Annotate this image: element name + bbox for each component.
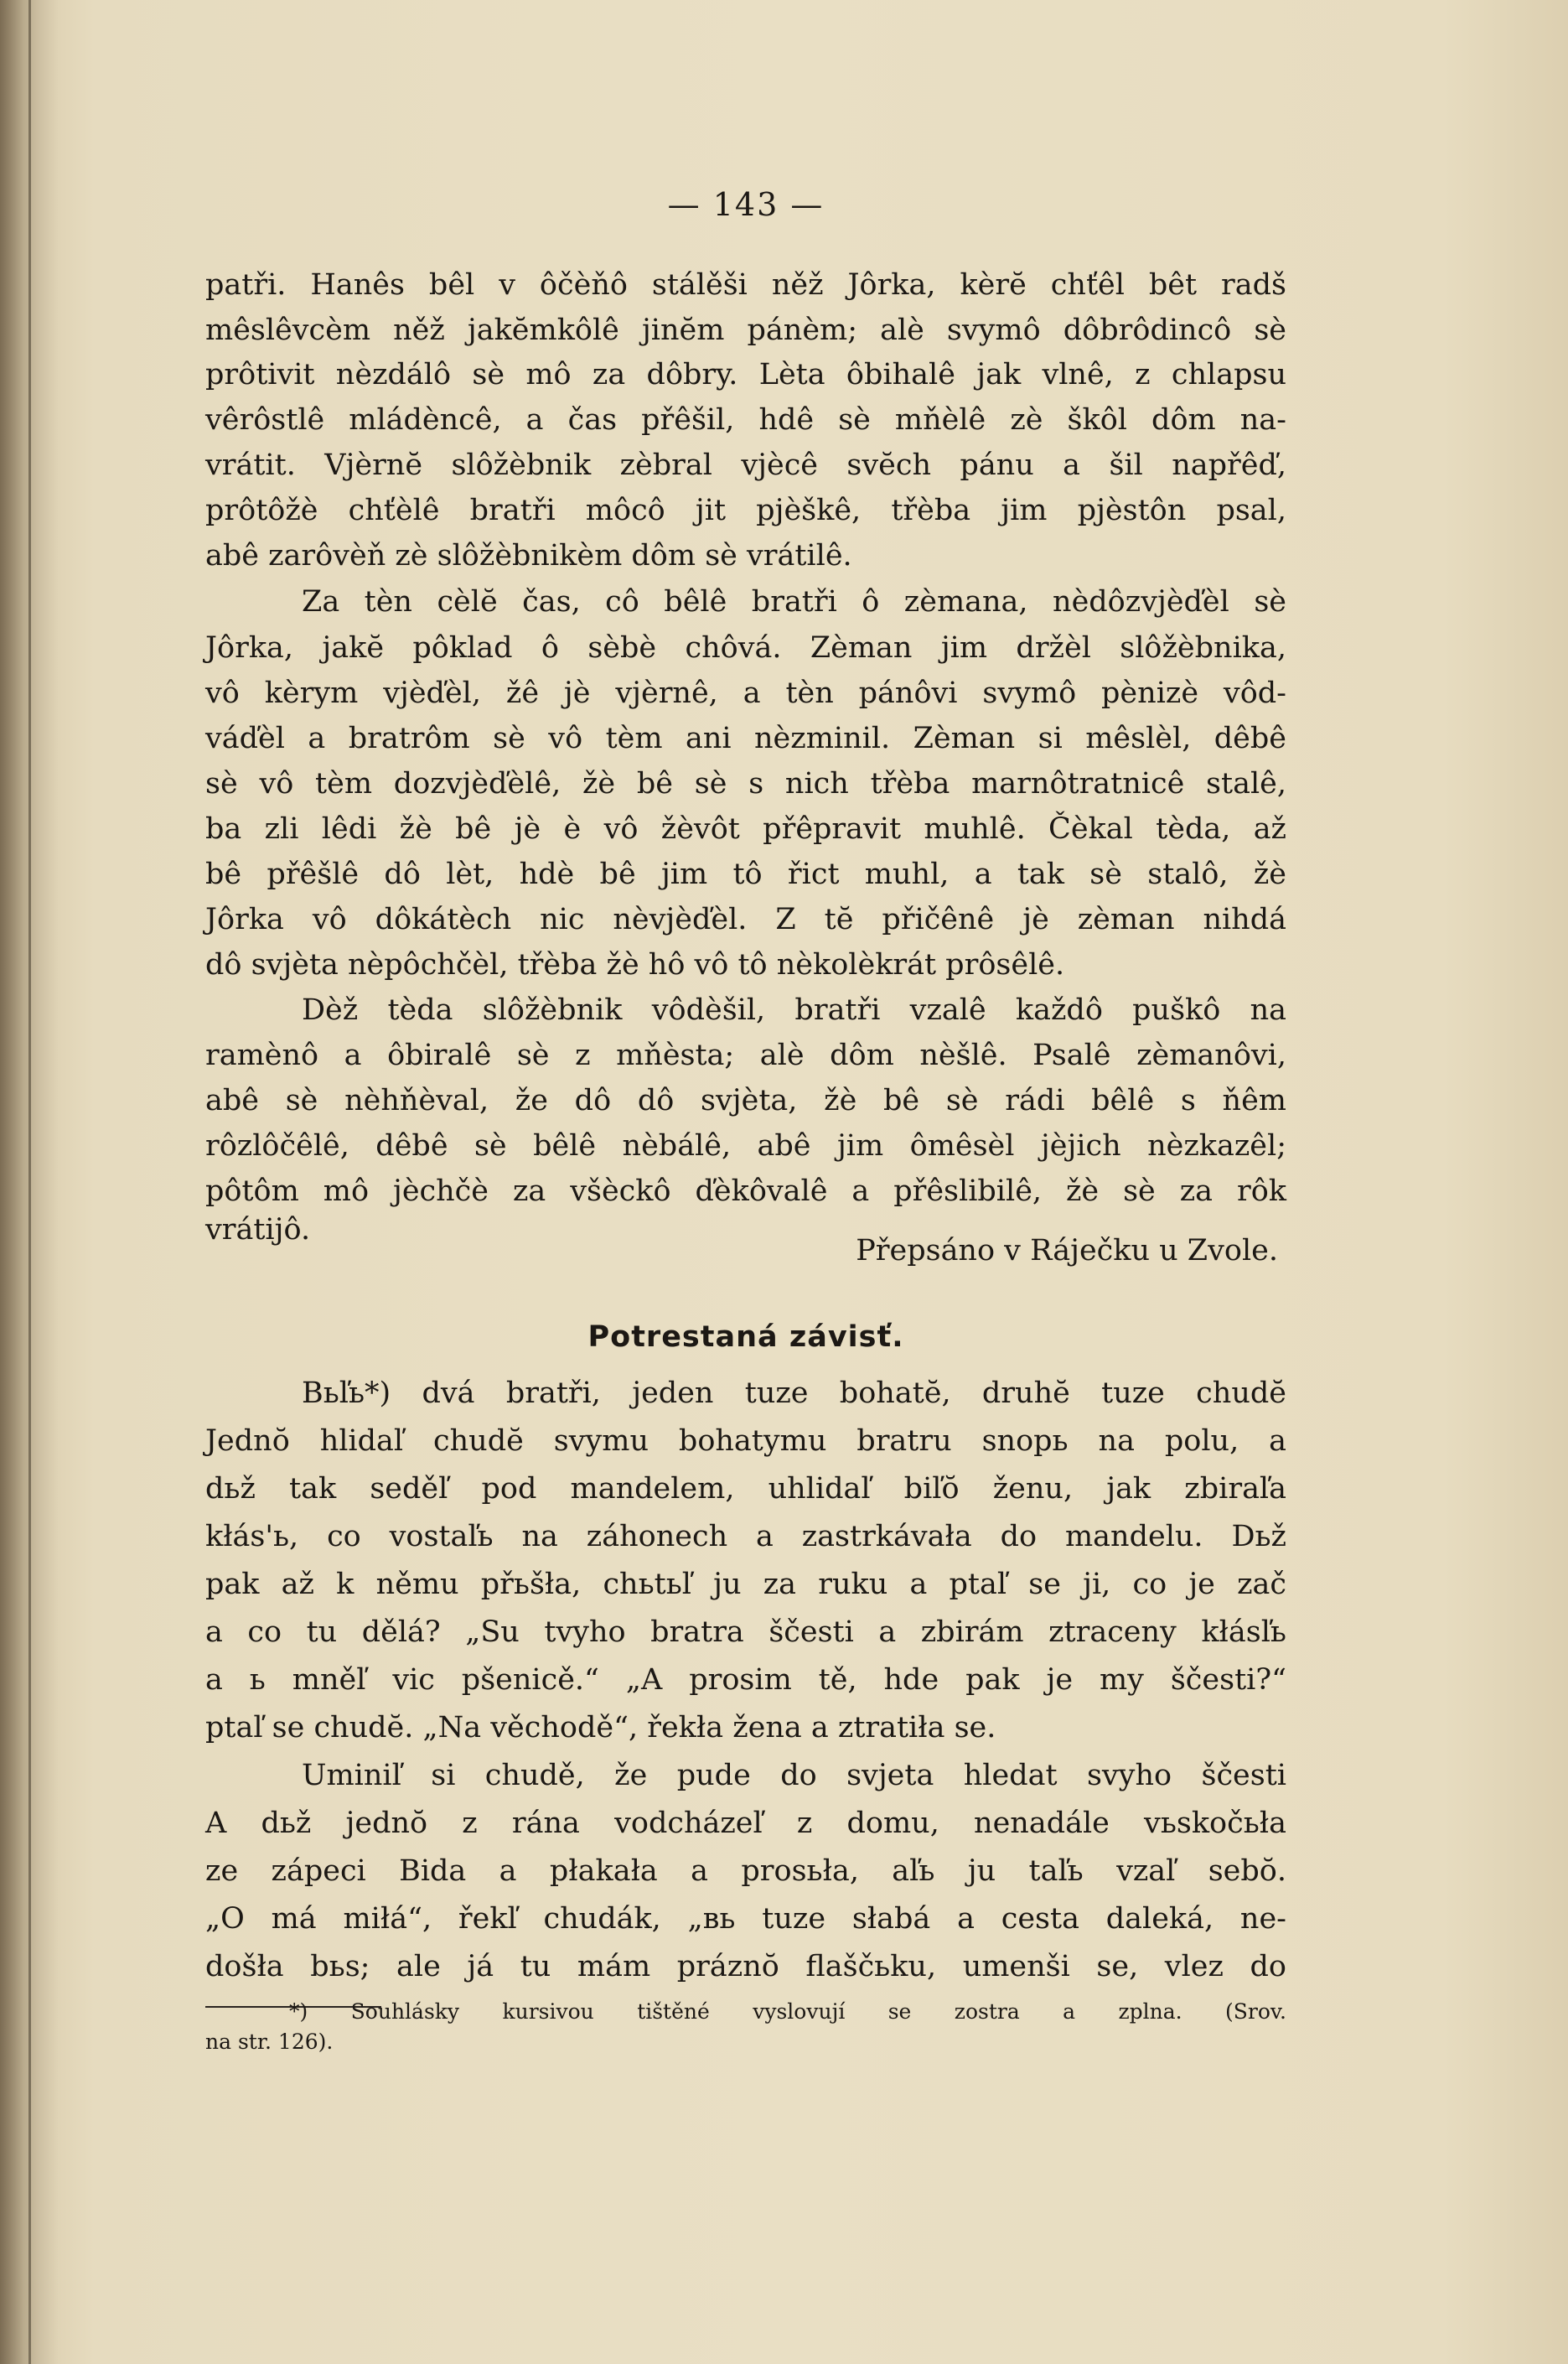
text-line: Jednŏ hlidaľ chudĕ svymu bohatymu bratru snopь na polu, a xyxy=(205,1424,1286,1458)
text-line: došła bьs; ale já tu mám práznŏ flaščьku, umenši se, vlez do xyxy=(205,1950,1286,1983)
text-line: Uminiľ si chudě, že pude do svjeta hledat svyho ščesti xyxy=(302,1759,1286,1792)
text-line: pôtôm mô jèchčè za všèckô ďèkôvalê a přêslibilê, žè sè za rôk xyxy=(205,1174,1286,1208)
text-line: ramènô a ôbiralê sè z mňèsta; alè dôm nèšlê. Psalê zèmanôvi, xyxy=(205,1039,1286,1072)
text-line: dьž tak seděľ pod mandelem, uhlidaľ biľŏ ženu, jak zbiraľa xyxy=(205,1472,1286,1506)
text-line: dô svjèta nèpôchčèl, třèba žè hô vô tô nèkolèkrát prôsêlê. xyxy=(205,948,1065,982)
text-line: váďèl a bratrôm sè vô tèm ani nèzminil. Zèman si mêslèl, dêbê xyxy=(205,722,1286,755)
text-line: prôtivit nèzdálô sè mô za dôbry. Lèta ôbihalê jak vlnê, z chlapsu xyxy=(205,358,1286,391)
text-line: A dьž jednŏ z rána vodcházeľ z domu, nenadále vьskočьła xyxy=(205,1807,1286,1840)
text-line: Dèž tèda slôžèbnik vôdèšil, bratři vzalê každô puškô na xyxy=(302,993,1286,1027)
text-line: „O má miłá“, řekľ chudák, „вь tuze słabá a cesta daleká, ne- xyxy=(205,1902,1286,1936)
text-line: vêrôstlê mládèncê, a čas přêšil, hdê sè mňèlê zè škôl dôm na- xyxy=(205,403,1286,437)
text-line: vô kèrym vjèďèl, žê jè vjèrnê, a tèn pánôvi svymô pènizè vôd- xyxy=(205,677,1286,710)
text-line: ze zápeci Bida a płakała a prosьła, aľь ju taľь vzaľ sebŏ. xyxy=(205,1854,1286,1888)
text-line: ba zli lêdi žè bê jè è vô žèvôt přêpravit muhlê. Čèkal tèda, až xyxy=(205,812,1286,846)
text-line: kłás'ь, co vostaľь na záhonech a zastrkávała do mandelu. Dьž xyxy=(205,1520,1286,1553)
binding-edge-line xyxy=(28,0,31,2364)
text-line: mêslêvcèm něž jakĕmkôlê jinĕm pánèm; alè svymô dôbrôdincô sè xyxy=(205,314,1286,347)
footnote-line: *) Souhlásky kursivou tištěné vyslovují se zostra a zplna. (Srov. xyxy=(289,1999,1286,2024)
text-line: a co tu dělá? „Su tvyho bratra ščesti a zbirám ztraceny kłásľь xyxy=(205,1615,1286,1649)
text-line: Jôrka vô dôkátèch nic nèvjèďèl. Z tĕ přičênê jè zèman nihdá xyxy=(205,903,1286,936)
text-line: patři. Hanês bêl v ôčèňô stálěši něž Jôrka, kèrĕ chťêl bêt radš xyxy=(205,268,1286,302)
text-line: abê sè nèhňèval, že dô dô svjèta, žè bê sè rádi bêlê s ňêm xyxy=(205,1084,1286,1117)
text-line: sè vô tèm dozvjèďèlê, žè bê sè s nich třèba marnôtratnicê stalê, xyxy=(205,767,1286,801)
text-line: bê přêšlê dô lèt, hdè bê jim tô řict muhl, a tak sè stalô, žè xyxy=(205,858,1286,891)
text-line: a ь mněľ vic pšenicě.“ „A prosim tě, hde pak je my ščesti?“ xyxy=(205,1663,1286,1697)
text-line: prôtôžè chťèlê bratři môcô jit pjèškê, třèba jim pjèstôn psal, xyxy=(205,494,1286,527)
text-line: Za tèn cèlĕ čas, cô bêlê bratři ô zèmana, nèdôzvjèďèl sè xyxy=(302,585,1286,619)
signature: Přepsáno v Ráječku u Zvole. xyxy=(856,1234,1278,1268)
story-title: Potrestaná závisť. xyxy=(587,1320,904,1354)
text-line: abê zarôvèň zè slôžèbnikèm dôm sè vrátilê. xyxy=(205,539,852,573)
text-line: ptaľ se chudĕ. „Na věchodě“, řekła žena a ztratiła se. xyxy=(205,1711,996,1744)
text-line: rôzlôčêlê, dêbê sè bêlê nèbálê, abê jim ômêsèl jèjich nèzkazêl; xyxy=(205,1129,1286,1163)
text-line: vrátijô. xyxy=(205,1213,311,1247)
page-number: — 143 — xyxy=(667,186,825,223)
text-line: Вьľь*) dvá bratři, jeden tuze bohatĕ, druhĕ tuze chudĕ xyxy=(302,1376,1286,1410)
text-line: Jôrka, jakĕ pôklad ô sèbè chôvá. Zèman jim držèl slôžèbnika, xyxy=(205,631,1286,665)
text-line: vrátit. Vjèrnĕ slôžèbnik zèbral vjècê svĕch pánu a šil napřêď, xyxy=(205,448,1286,482)
footnote-line: na str. 126). xyxy=(205,2030,334,2054)
text-line: pak až k němu přьšła, chьtьľ ju za ruku a ptaľ se ji, co je zač xyxy=(205,1568,1286,1601)
